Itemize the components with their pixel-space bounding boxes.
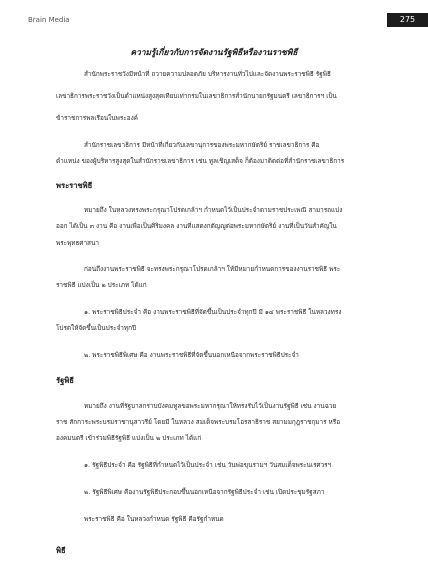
- royal-item2: ๒. พระราชพิธีพิเศษ คือ งานพระราชพิธีที่จัดขึ้นนอกเหนือจากพระราชพิธีประจำ: [84, 351, 299, 359]
- state-item2: ๒. รัฐพิธีพิเศษ คืองานรัฐพิธีประกอบขึ้นนอกเหนือจากรัฐพิธีประจำ เช่น เปิดประชุมรัฐสภา: [84, 488, 325, 496]
- page-number-badge: 275: [387, 13, 428, 27]
- intro-para1-line3: ข้าราชการพลเรือนในพระองค์: [56, 114, 138, 122]
- state-para1-line3: องคมนตรี เข้าร่วมพิธีรัฐพิธี แบ่งเป็น ๒ ประเภท ได้แก่: [56, 434, 202, 442]
- section-heading-royal: พระราชพิธี: [56, 181, 93, 190]
- state-item1: ๑. รัฐพิธีประจำ คือ รัฐพิธีที่กำหนดไว้เป็นประจำ เช่น วันพ่อขุนรามฯ วันสมเด็จพระนเรศวรฯ: [84, 461, 332, 469]
- royal-item1-line1: ๑. พระราชพิธีประจำ คือ งานพระราชพิธีที่จัดขึ้นเป็นประจำทุกปี มี ๑๔ พระราชพิธี ในหลวงทรง: [84, 308, 342, 316]
- intro-para2-line1: สำนักราชเลขาธิการ มีหน้าที่เกี่ยวกับเลขานุการของพระมหากษัตริย์ ราชเลขาธิการ คือ: [84, 141, 320, 149]
- state-para1-line2: ราช สักการะพระบรมราชานุสาวรีย์ โดยมี ในหลวง สมเด็จพระบรมโอรสาธิราช สยามมกุฎราชกุมาร หรือ: [56, 418, 341, 426]
- intro-para1-line1: สำนักพระราชวังมีหน้าที่ ถวายความปลอดภัย บริหารงานทั่วไปและจัดงานพระราชพิธี รัฐพิธี: [84, 70, 331, 78]
- state-para1-line1: หมายถึง งานที่รัฐบาลกราบบังคมทูลขอพระมหากรุณาให้ทรงรับไว้เป็นงานรัฐพิธี เช่น งานฉวย: [84, 402, 337, 410]
- royal-para1-line2: ออก ได้เป็น ๓ งาน คือ งานเพื่อเป็นศิริมงคล งานที่แสดงกตัญญูต่อพระมหากษัตริย์ งานที่เป็นวันสำคัญใน: [56, 222, 337, 230]
- page-title: ความรู้เกี่ยวกับการจัดงานรัฐพิธีหรืองานราชพิธี: [130, 47, 298, 57]
- brand-label: Brain Media: [28, 16, 70, 24]
- royal-para2-line1: ก่อนถึงงานพระราชพิธี จะทรงพระกรุณาโปรดเกล้าฯ ให้มีหมายกำหนดการของงานราชพิธี พระ: [84, 265, 341, 273]
- section-heading-ceremony: พิธี: [56, 546, 66, 555]
- royal-para2-line2: ราชพิธี แบ่งเป็น ๒ ประเภท ได้แก่: [56, 281, 147, 289]
- royal-para1-line3: พระพุทธศาสนา: [56, 239, 99, 247]
- section-heading-state: รัฐพิธี: [56, 376, 74, 385]
- royal-item1-line2: โปรดให้จัดขึ้นเป็นประจำทุกปี: [56, 324, 137, 332]
- intro-para2-line2: ตำแหน่ง ของผู้บริหารสูงสุดในสำนักราชเลขาธิการ เช่น ทูลเชิญเสด็จ ก็ต้องมาติดต่อที่สำนักราชเลขาธิการ: [56, 157, 345, 165]
- state-note: พระราชพิธี คือ ในหลวงกำหนด รัฐพิธี คือรัฐกำหนด: [84, 515, 224, 523]
- intro-para1-line2: เลขาธิการพระราชวังเป็นตำแหน่งสูงสุดเทียบเท่ากรมในเลขาธิการสำนักนายกรัฐมนตรี เลขาธิการฯ เป็น: [56, 92, 337, 100]
- royal-para1-line1: หมายถึง ในหลวงทรงพระกรุณาโปรดเกล้าฯ กำหนดไว้เป็นประจำตามราชประเพณี สามารถแบ่ง: [84, 206, 343, 214]
